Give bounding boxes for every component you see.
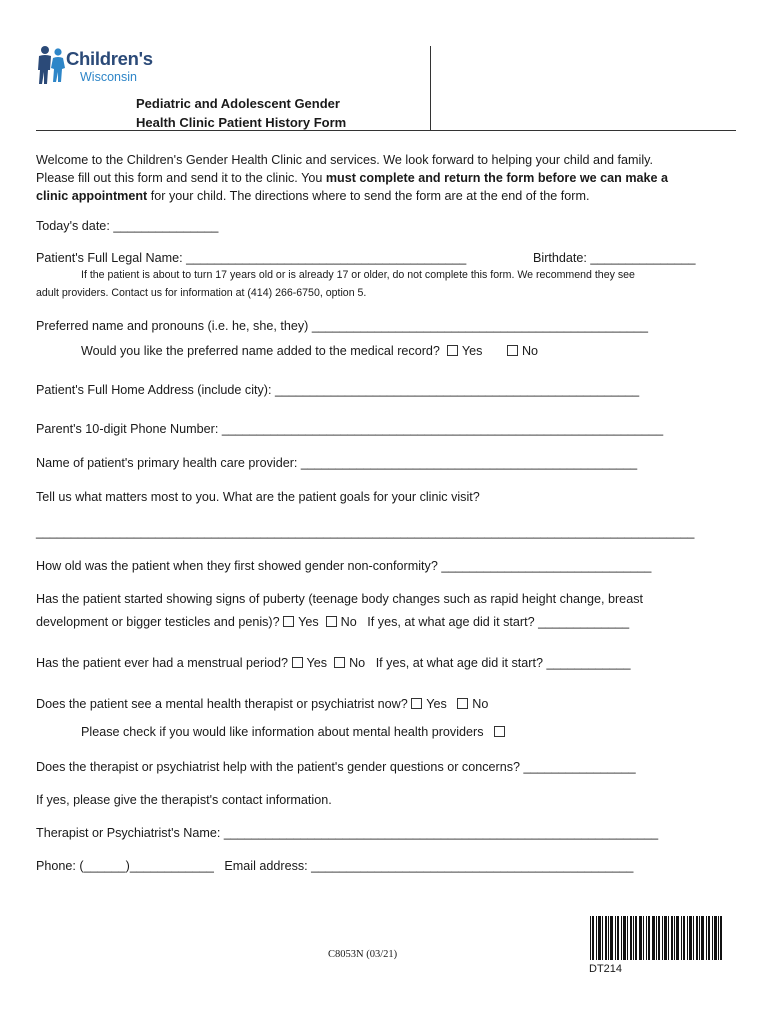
preferred-record-question <box>81 344 538 359</box>
preferred-record-label: Would you like the preferred name added to the medical record? <box>81 344 440 358</box>
goals-question: Tell us what matters most to you. What are the patient goals for your clinic visit? <box>36 490 480 504</box>
preferred-record-yes-checkbox[interactable] <box>447 345 458 356</box>
therapist-contact-prompt: If yes, please give the therapist's contact information. <box>36 793 332 807</box>
children-figures-icon <box>36 44 68 88</box>
barcode-label: DT214 <box>589 963 623 975</box>
form-title-line1: Pediatric and Adolescent Gender <box>136 96 340 111</box>
header-vertical-divider <box>430 46 431 130</box>
info-request-label: Please check if you would like information about mental health providers <box>81 725 484 739</box>
intro-line3 <box>36 189 589 204</box>
therapist-name-field[interactable]: Therapist or Psychiatrist's Name: ______________________________________________________________ <box>36 826 659 840</box>
therapist-help-field[interactable]: Does the therapist or psychiatrist help with the patient's gender questions or concerns? ________________ <box>36 760 636 774</box>
menstrual-age-field[interactable]: If yes, at what age did it start? ____________ <box>375 656 631 670</box>
menstrual-no-checkbox[interactable] <box>334 657 345 668</box>
header-horizontal-divider <box>36 130 736 131</box>
preferred-name-field[interactable]: Preferred name and pronouns (i.e. he, she, they) ________________________________________________ <box>36 319 649 333</box>
info-request <box>81 725 509 740</box>
puberty-yes-checkbox[interactable] <box>283 616 294 627</box>
therapist-no-label: No <box>472 697 489 711</box>
therapist-email-field[interactable]: Email address: ______________________________________________ <box>224 859 634 873</box>
puberty-no-label: No <box>340 615 357 629</box>
form-code: C8053N (03/21) <box>328 949 398 960</box>
puberty-age-field[interactable]: If yes, at what age did it start? _____________ <box>367 615 630 629</box>
menstrual-yes-checkbox[interactable] <box>292 657 303 668</box>
info-request-checkbox[interactable] <box>494 726 505 737</box>
preferred-record-yes-label: Yes <box>461 344 483 358</box>
intro-line3-bold: clinic appointment <box>36 189 148 203</box>
puberty-yes-label: Yes <box>298 615 319 629</box>
intro-line2-text: Please fill out this form and send it to the clinic. You <box>36 171 326 185</box>
birthdate-field[interactable]: Birthdate: _______________ <box>533 251 696 265</box>
therapist-question-label: Does the patient see a mental health therapist or psychiatrist now? <box>36 697 408 711</box>
primary-provider-field[interactable]: Name of patient's primary health care provider: ________________________________________________ <box>36 456 638 470</box>
logo-word-wisconsin: Wisconsin <box>80 70 137 84</box>
preferred-record-no-label: No <box>521 344 539 358</box>
puberty-question-label: development or bigger testicles and penis)? <box>36 615 280 629</box>
intro-line1: Welcome to the Children's Gender Health Clinic and services. We look forward to helping your child and family. <box>36 153 653 167</box>
childrens-wisconsin-logo <box>36 44 166 88</box>
preferred-record-no-checkbox[interactable] <box>507 345 518 356</box>
therapist-yes-label: Yes <box>426 697 447 711</box>
menstrual-yes-label: Yes <box>306 656 328 670</box>
goals-answer-line[interactable]: ______________________________________________________________________________________________ <box>36 525 695 539</box>
puberty-question-line1: Has the patient started showing signs of puberty (teenage body changes such as rapid height change, breast <box>36 592 643 606</box>
nonconformity-field[interactable]: How old was the patient when they first showed gender non-conformity? ______________________________ <box>36 559 652 573</box>
puberty-no-checkbox[interactable] <box>326 616 337 627</box>
intro-line2-bold: must complete and return the form before we can make a <box>325 171 669 185</box>
form-title-line2: Health Clinic Patient History Form <box>136 115 347 130</box>
todays-date-field[interactable]: Today's date: _______________ <box>36 219 219 233</box>
puberty-question-line2 <box>36 615 629 630</box>
parent-phone-field[interactable]: Parent's 10-digit Phone Number: _______________________________________________________________ <box>36 422 664 436</box>
barcode-icon <box>590 916 722 960</box>
intro-line3-text: for your child. The directions where to send the form are at the end of the form. <box>147 189 590 203</box>
therapist-phone-field[interactable]: Phone: (______)____________ <box>36 859 214 873</box>
menstrual-question <box>36 656 631 671</box>
therapist-no-checkbox[interactable] <box>457 698 468 709</box>
menstrual-no-label: No <box>349 656 366 670</box>
age-note-line1: If the patient is about to turn 17 years old or is already 17 or older, do not complete this form. We recommend they see <box>81 269 635 281</box>
menstrual-question-label: Has the patient ever had a menstrual period? <box>36 656 289 670</box>
home-address-field[interactable]: Patient's Full Home Address (include city): ____________________________________________________ <box>36 383 640 397</box>
age-note-line2: adult providers. Contact us for information at (414) 266-6750, option 5. <box>36 287 367 299</box>
therapist-question <box>36 697 488 712</box>
logo-word-childrens: Children's <box>66 48 153 69</box>
intro-line2 <box>36 171 668 186</box>
therapist-phone-email-row <box>36 859 633 874</box>
legal-name-field[interactable]: Patient's Full Legal Name: ________________________________________ <box>36 251 467 265</box>
therapist-yes-checkbox[interactable] <box>411 698 422 709</box>
